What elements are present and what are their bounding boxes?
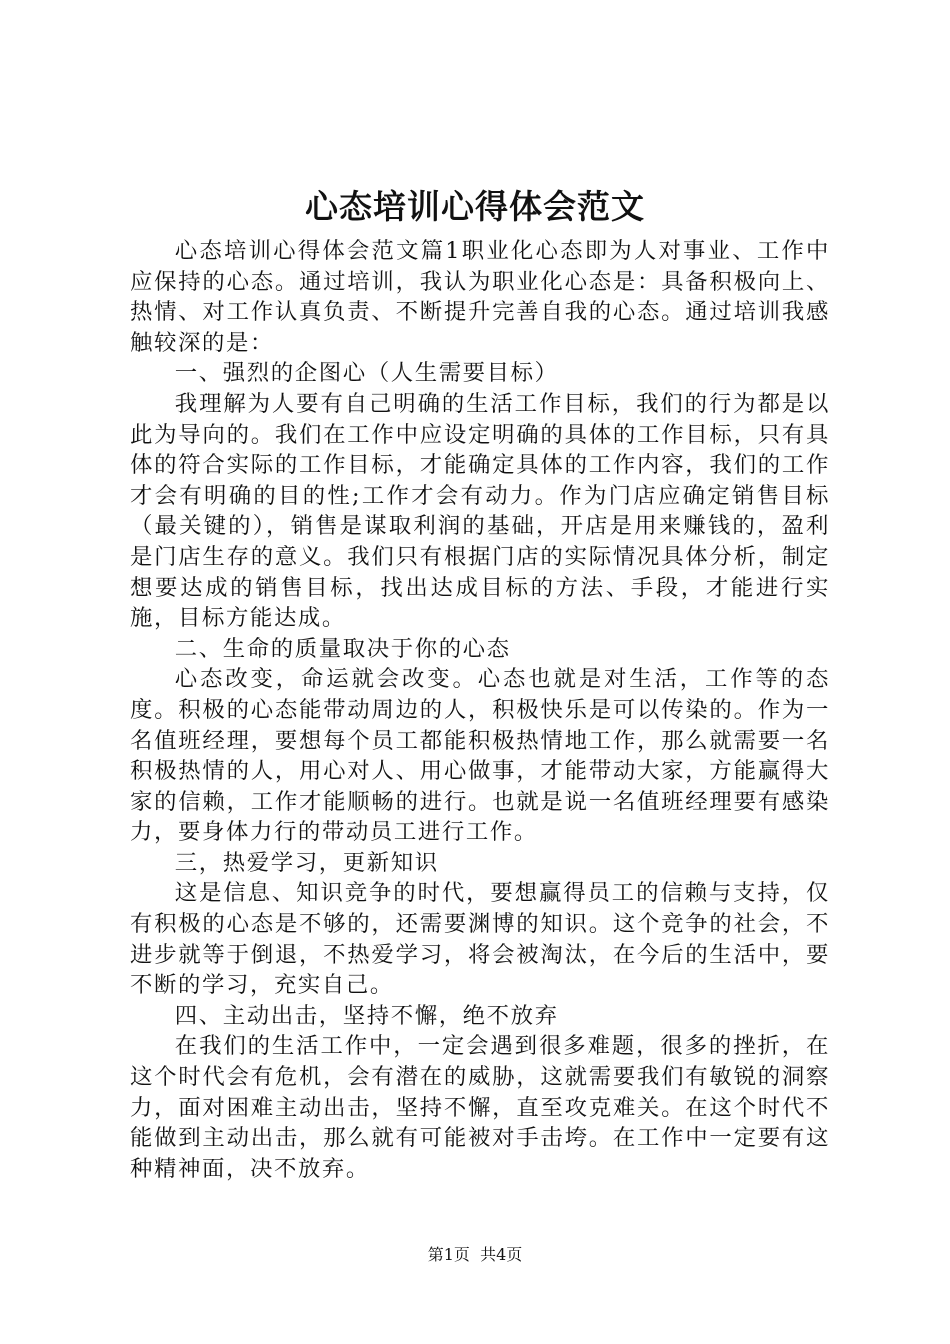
section-heading-2: 二、生命的质量取决于你的心态 xyxy=(174,635,511,662)
paragraph-section-1: 我理解为人要有自己明确的生活工作目标，我们的行为都是以此为导向的。我们在工作中应设定明确的具体的工作目标，只有具体的符合实际的工作目标，才能确定具体的工作内容，我们的工作才会有明确的目的性;工作才会有动力。作为门店应确定销售目标（最关键的），销售是谋取利润的基础，开店是用来赚钱的，盈利是门店生存的意义。我们只有根据门店的实际情况具体分析，制定想要达成的销售目标，找出达成目标的方法、手段，才能进行实施，目标方能达成。 xyxy=(130,390,830,632)
paragraph-section-3: 这是信息、知识竞争的时代，要想赢得员工的信赖与支持，仅有积极的心态是不够的，还需要渊博的知识。这个竞争的社会，不进步就等于倒退，不热爱学习，将会被淘汰，在今后的生活中，要不断的学习，充实自己。 xyxy=(130,880,830,999)
document-body xyxy=(130,236,830,1184)
page-number-footer: 第1页 共4页 xyxy=(427,1245,523,1264)
paragraph-section-2: 心态改变，命运就会改变。心态也就是对生活，工作等的态度。积极的心态能带动周边的人，积极快乐是可以传染的。作为一名值班经理，要想每个员工都能积极热情地工作，那么就需要一名积极热情的人，用心对人、用心做事，才能带动大家，方能赢得大家的信赖，工作才能顺畅的进行。也就是说一名值班经理要有感染力，要身体力行的带动员工进行工作。 xyxy=(130,666,830,846)
paragraph-section-4: 在我们的生活工作中，一定会遇到很多难题，很多的挫折，在这个时代会有危机，会有潜在的威胁，这就需要我们有敏锐的洞察力，面对困难主动出击，坚持不懈，直至攻克难关。在这个时代不能做到主动出击，那么就有可能被对手击垮。在工作中一定要有这种精神面，决不放弃。 xyxy=(130,1033,830,1182)
document-title: 心态培训心得体会范文 xyxy=(305,187,645,226)
section-heading-4: 四、主动出击，坚持不懈，绝不放弃 xyxy=(174,1002,559,1029)
section-heading-3: 三，热爱学习，更新知识 xyxy=(174,849,439,876)
paragraph-intro: 心态培训心得体会范文篇1职业化心态即为人对事业、工作中应保持的心态。通过培训，我认为职业化心态是：具备积极向上、热情、对工作认真负责、不断提升完善自我的心态。通过培训我感触较深的是： xyxy=(130,238,830,356)
section-heading-1: 一、强烈的企图心（人生需要目标） xyxy=(174,360,559,387)
